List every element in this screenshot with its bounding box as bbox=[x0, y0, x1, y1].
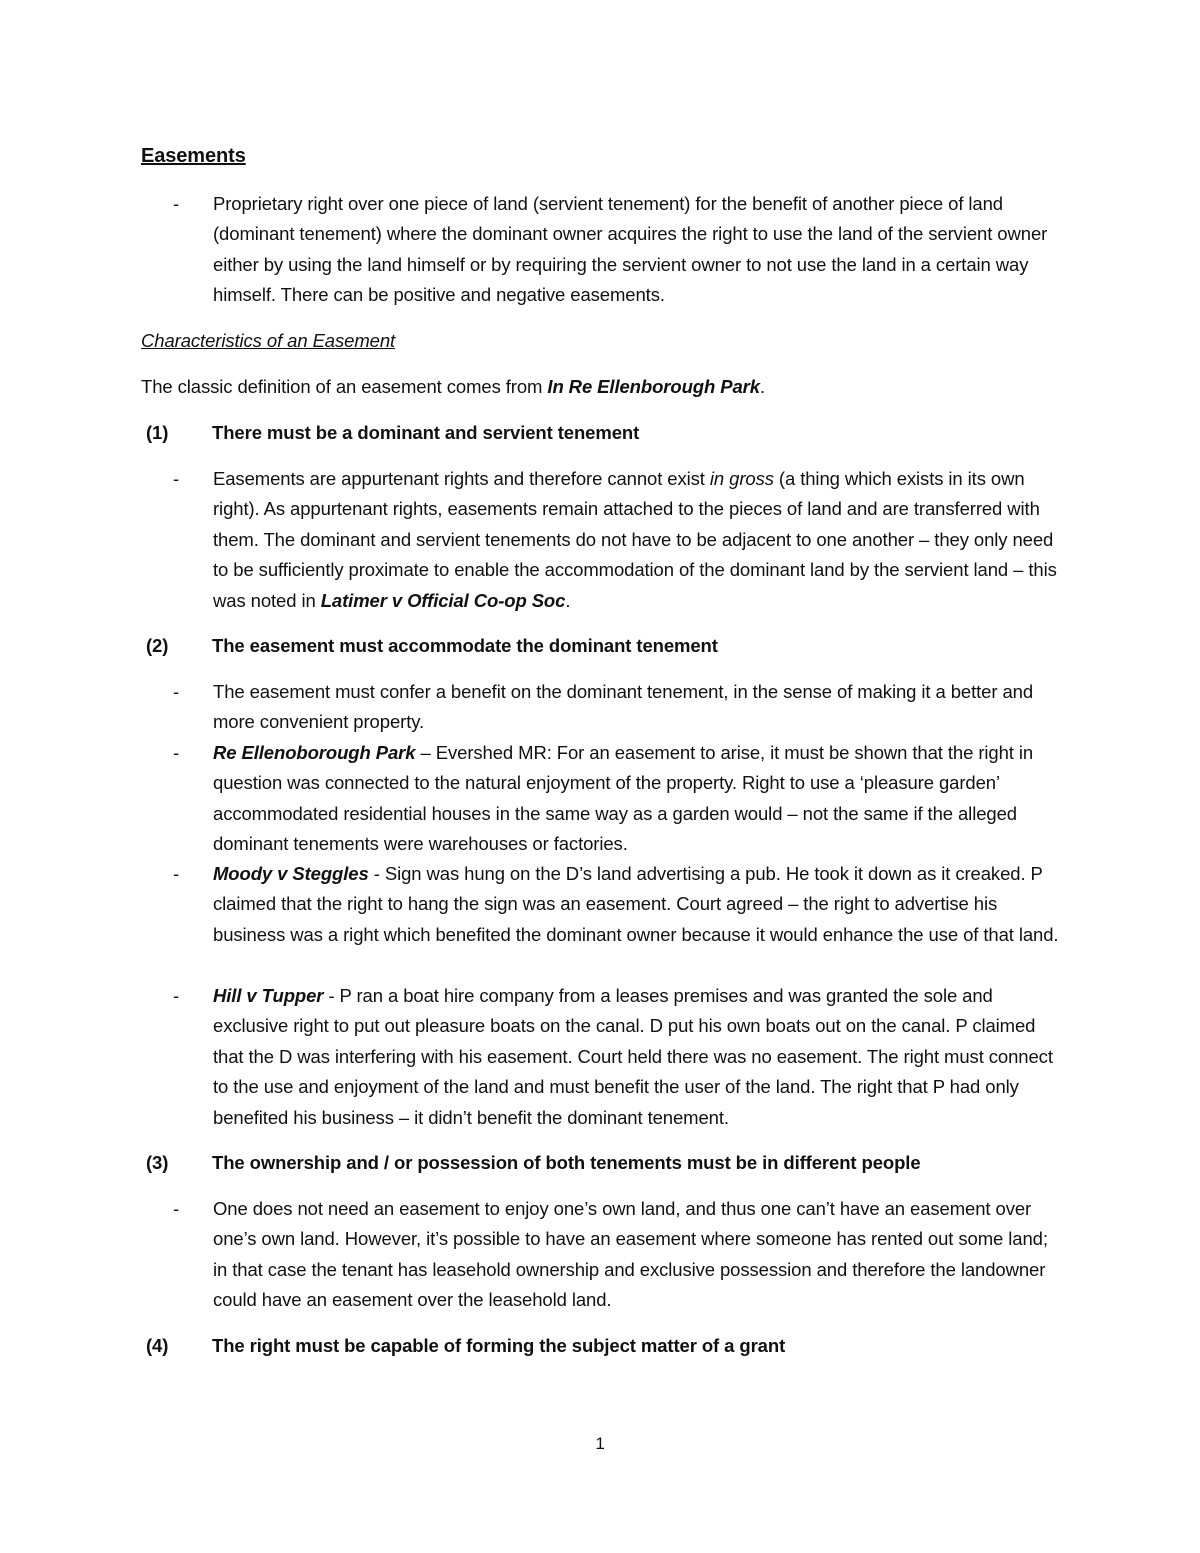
point-text bbox=[213, 859, 1063, 950]
section-heading-1 bbox=[146, 422, 639, 444]
section-title: The right must be capable of forming the subject matter of a grant bbox=[212, 1335, 786, 1356]
point-text bbox=[213, 738, 1063, 860]
intro-text: The classic definition of an easement comes from bbox=[141, 376, 548, 397]
definition-text: Proprietary right over one piece of land (servient tenement) for the benefit of another piece of land (dominant tenement) where the dominant owner acquires the right to use the land of the servient owner either by using the land himself or by requiring the servient owner to not use the land in a certain way himself. There can be positive and negative easements. bbox=[213, 193, 1048, 306]
bullet-dash: - bbox=[173, 1198, 180, 1219]
bullet-dash: - bbox=[173, 468, 180, 489]
section-title: The ownership and / or possession of both tenements must be in different people bbox=[212, 1152, 921, 1173]
bullet-dash: - bbox=[173, 863, 180, 884]
intro-paragraph bbox=[141, 376, 765, 398]
point-text-rest: - P ran a boat hire company from a leases premises and was granted the sole and exclusive right to put out pleasure boats on the canal. D put his own boats out on the canal. P claimed that the D was interfering with his easement. Court held there was no easement. The right must connect to the use and enjoyment of the land and must benefit the user of the land. The right that P had only benefited his business – it didn’t benefit the dominant tenement. bbox=[213, 985, 1053, 1128]
definition-item bbox=[173, 189, 1063, 311]
section-title: There must be a dominant and servient tenement bbox=[212, 422, 640, 443]
case-name: Latimer v Official Co-op Soc bbox=[320, 589, 566, 611]
case-name: Re Ellenoborough Park bbox=[213, 742, 416, 763]
bullet-dash: - bbox=[173, 742, 180, 763]
list-item bbox=[173, 859, 1063, 950]
page-number: 1 bbox=[595, 1434, 605, 1453]
case-name: In Re Ellenborough Park bbox=[547, 376, 760, 397]
point-text-rest: - Sign was hung on the D’s land advertising a pub. He took it down as it creaked. P claimed that the right to hang the sign was an easement. Court agreed – the right to advertise his business was a right which benefited the dominant owner because it would enhance the use of that land. bbox=[213, 863, 1059, 945]
section-heading-3 bbox=[146, 1152, 921, 1174]
point-text bbox=[213, 981, 1063, 1133]
italic-term: in gross bbox=[709, 468, 774, 489]
bullet-dash: - bbox=[173, 193, 180, 214]
section-heading-2 bbox=[146, 635, 718, 657]
section-number: (4) bbox=[146, 1335, 169, 1356]
point-text-mid: (a thing which exists in its own right). As appurtenant rights, easements remain attached to the pieces of land and are transferred with them. The dominant and servient tenements do not have to be adjacent to one another – they only need to be sufficiently proximate to enable the accommodation of the dominant land by the servient land – this was noted in bbox=[213, 468, 1057, 611]
list-item bbox=[173, 677, 1063, 738]
list-item bbox=[173, 464, 1063, 616]
point-text-rest: – Evershed MR: For an easement to arise, it must be shown that the right in question was connected to the natural enjoyment of the property. Right to use a ‘pleasure garden’ accommodated residential houses in the same way as a garden would – not the same if the alleged dominant tenements were warehouses or factories. bbox=[213, 742, 1034, 855]
case-name: Hill v Tupper bbox=[213, 985, 324, 1006]
point-text: The easement must confer a benefit on the dominant tenement, in the sense of making it a better and more convenient property. bbox=[213, 681, 1034, 733]
section-title: The easement must accommodate the dominant tenement bbox=[212, 635, 718, 656]
point-text-pre: Easements are appurtenant rights and therefore cannot exist bbox=[213, 468, 710, 489]
point-text bbox=[213, 464, 1063, 616]
section-heading-4 bbox=[146, 1335, 785, 1357]
section-number: (2) bbox=[146, 635, 169, 656]
list-item bbox=[173, 981, 1063, 1133]
characteristics-heading: Characteristics of an Easement bbox=[141, 330, 396, 351]
section-number: (1) bbox=[146, 422, 169, 443]
bullet-dash: - bbox=[173, 985, 180, 1006]
list-item bbox=[173, 738, 1063, 860]
section-number: (3) bbox=[146, 1152, 169, 1173]
document-title: Easements bbox=[141, 145, 246, 167]
bullet-dash: - bbox=[173, 681, 180, 702]
point-text: One does not need an easement to enjoy one’s own land, and thus one can’t have an easement over one’s own land. However, it’s possible to have an easement where someone has rented out some land; in that case the tenant has leasehold ownership and exclusive possession and therefore the landowner could have an easement over the leasehold land. bbox=[213, 1198, 1048, 1311]
case-name: Moody v Steggles bbox=[213, 863, 369, 884]
intro-end: . bbox=[759, 376, 765, 397]
list-item bbox=[173, 1194, 1063, 1316]
point-text-post: . bbox=[565, 589, 571, 611]
